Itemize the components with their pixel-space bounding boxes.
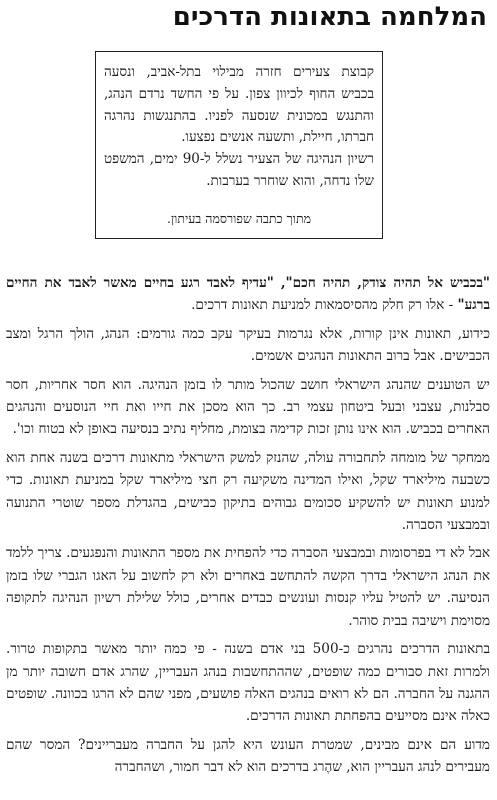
article-body	[6, 272, 490, 785]
article-lead-paragraph	[6, 272, 490, 317]
news-excerpt-paragraph: קבוצת צעירים חזרה מבילוי בתל-אביב, ונסעה בכביש החוף לכיוון צפון. על פי החשד נרדם הנהג, והתנגש במכונית שנסעה לפניו. בהתנגשות נהרגה חברתו, חיילת, ותשעה אנשים נפצעו.	[104, 64, 374, 146]
article-paragraph: ממחקר של מומחה לתחבורה עולה, שהנזק למשק הישראלי מתאונות דרכים בשנה אחת הוא כשבעה מיליארד שקל, ואילו המדינה משקיעה רק חצי מיליארד שקל במניעת תאונות. כדי למנוע תאונות יש להשקיע סכומים גבוהים בתיקון כבישים, בהגדלת מספר שוטרי התנועה ובמבצעי הסברה.	[6, 449, 490, 534]
article-paragraph: אבל לא די בפרסומות ובמבצעי הסברה כדי להפחית את מספר התאונות והנפגעים. צריך ללמד את הנהג הישראלי בדרך הקשה להתחשב באחרים ולא רק לחשוב על האגו הגברי שלו בזמן הנסיעה. יש להטיל עליו קנסות ועונשים כבדים אחרים, כולל שלילת רשיון הנהיגה לתקופה מסוימת וישיבה בבית סוהר.	[6, 545, 490, 629]
article-lead-slogans: "בכביש אל תהיה צודק, תהיה חכם", "עדיף לאבד רגע בחיים מאשר לאבד את החיים ברגע"	[6, 275, 490, 314]
news-excerpt-paragraph: רשיון הנהיגה של הצעיר נשלל ל-90 ימים, המשפט שלו נדחה, והוא שוחרר בערבות.	[104, 151, 374, 189]
news-excerpt-source: מתוך כתבה שפורסמה בעיתון.	[166, 211, 312, 226]
article-paragraph: בתאונות הדרכים נהרגים כ-500 בני אדם בשנה - פי כמה יותר מאשר בתקופות טרור. ולמרות זאת סבורים כמה שופטים, שההתחשבות בנהג העבריין, שהרג אדם חשובה יותר מן ההגנה על החברה. הם לא רואים בנהגים האלה פושעים, מפני שהם לא הרגו בכוונה. שופטים כאלה אינם מסייעים בהפחתת תאונות הדרכים.	[6, 641, 490, 725]
article-paragraph: כידוע, תאונות אינן קורות, אלא נגרמות בעיקר עקב כמה גורמים: הנהג, הולך הרגל ומצב הכבישים. אבל ברוב התאונות הנהגים אשמים.	[6, 325, 490, 365]
page-title: המלחמה בתאונות הדרכים	[172, 2, 487, 32]
article-paragraph: מדוע הם אינם מבינים, שמטרת העונש היא להגן על החברה מעבריינים? המסר שהם מעבירים לנהג העבריין הוא, שהֶרג בדרכים הוא לא דבר חמור, ושהחברה	[6, 736, 490, 776]
article-paragraph: יש הטוענים שהנהג הישראלי חושב שהכול מותר לו בזמן הנהיגה. הוא חסר אחריות, חסר סבלנות, עצבני ובעל ביטחון עצמי רב. כך הוא מסכן את חייו ואת חיי הנוסעים והנהגים האחרים בכביש. הוא אינו נותן זכות קדימה בצומת, מחליף נתיב בנסיעה באופן לא בטוח וכו'.	[6, 376, 490, 438]
article-lead-rest: - אלו רק חלק מהסיסמאות למניעת תאונות דרכים.	[191, 297, 458, 314]
news-excerpt-box	[95, 51, 383, 239]
